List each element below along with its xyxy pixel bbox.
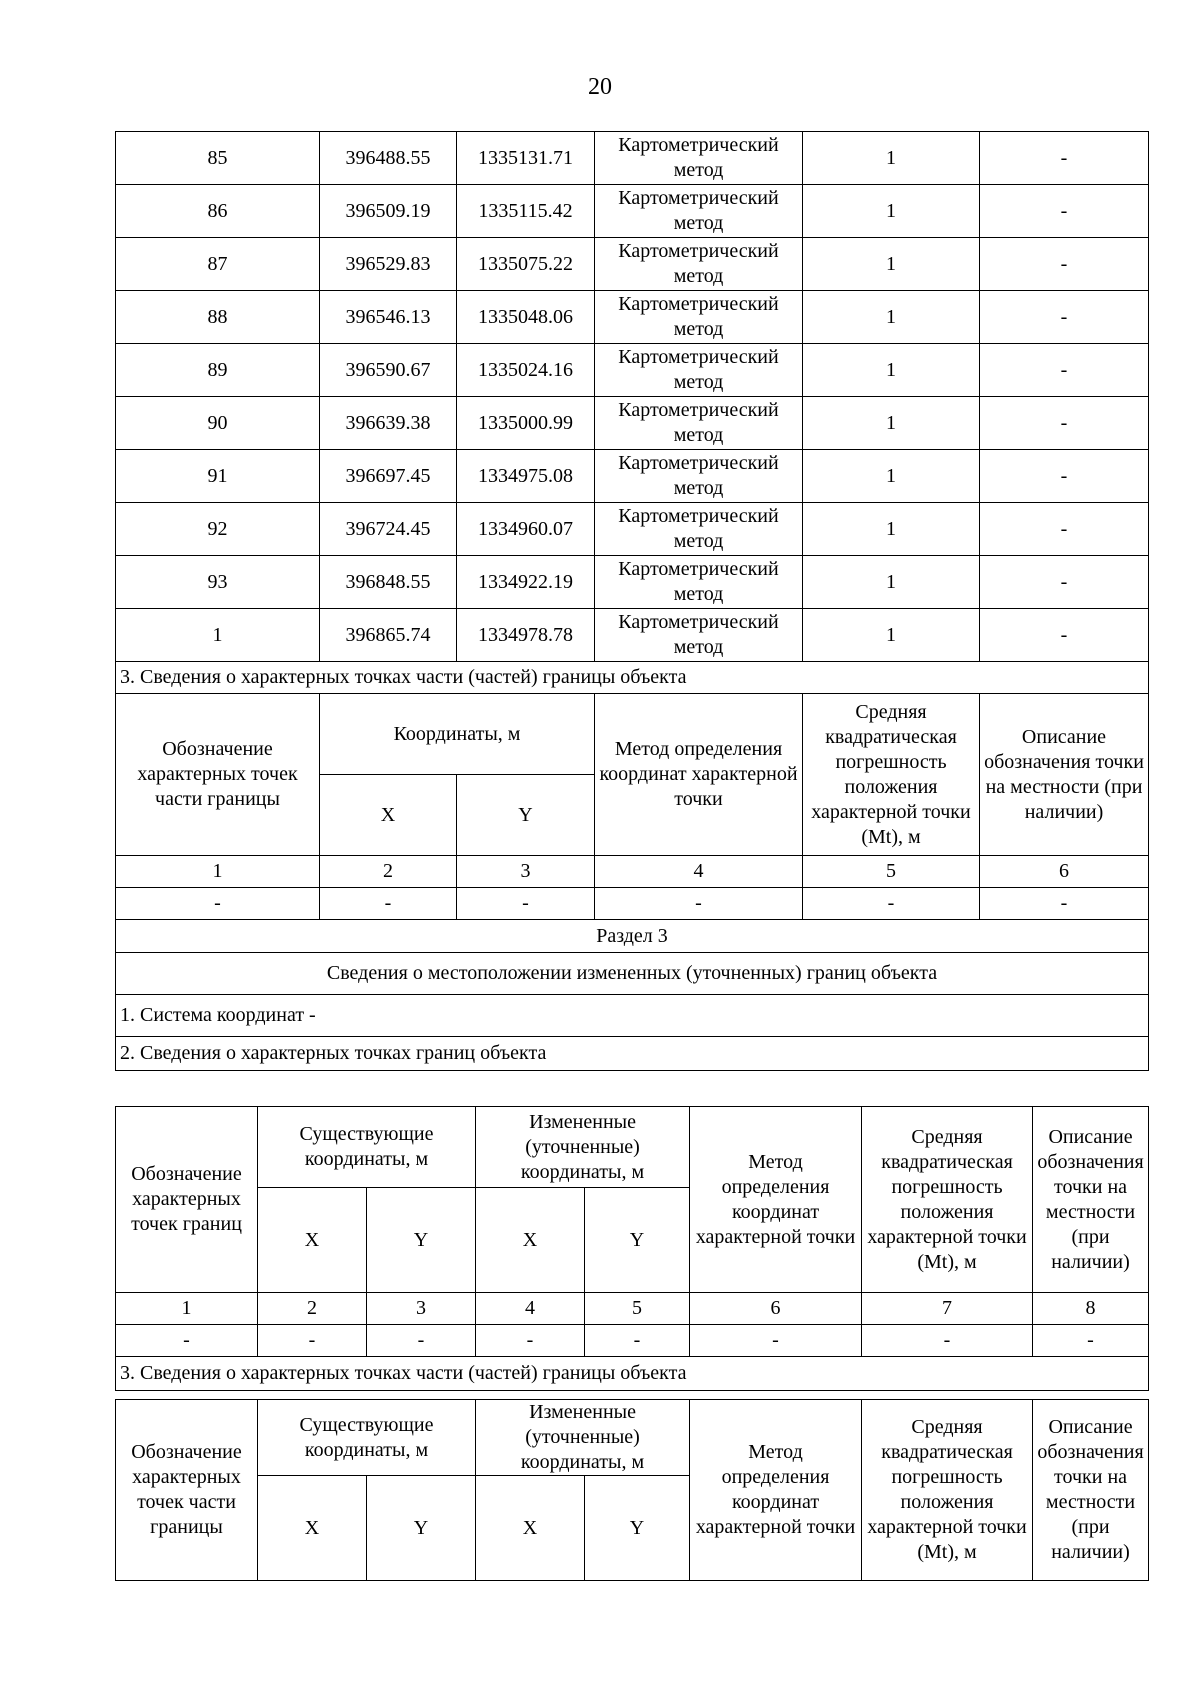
point-desc: - [980, 609, 1149, 662]
empty-cell: - [457, 888, 595, 920]
point-id: 89 [116, 344, 320, 397]
point-y: 1334978.78 [457, 609, 595, 662]
empty-cell: - [258, 1325, 367, 1357]
header-method: Метод определения координат характерной точки [690, 1107, 862, 1293]
part3-title-row [116, 1357, 1149, 1391]
point-row [116, 185, 1149, 238]
empty-cell: - [585, 1325, 690, 1357]
col-num: 6 [690, 1293, 862, 1325]
point-method: Картометрический метод [595, 609, 803, 662]
point-x: 396546.13 [320, 291, 457, 344]
header-changed-x: X [476, 1476, 585, 1581]
point-x: 396848.55 [320, 556, 457, 609]
col-num: 3 [367, 1293, 476, 1325]
empty-cell: - [476, 1325, 585, 1357]
point-y: 1335048.06 [457, 291, 595, 344]
empty-cell: - [690, 1325, 862, 1357]
header-existing-y: Y [367, 1188, 476, 1293]
empty-cell: - [595, 888, 803, 920]
section3-title: Раздел 3 [116, 920, 1149, 953]
point-y: 1335024.16 [457, 344, 595, 397]
point-id: 90 [116, 397, 320, 450]
point-x: 396697.45 [320, 450, 457, 503]
point-mt: 1 [803, 556, 980, 609]
points-table [115, 131, 1149, 1071]
header-method: Метод определения координат характерной точки [690, 1400, 862, 1581]
point-desc: - [980, 556, 1149, 609]
point-method: Картометрический метод [595, 238, 803, 291]
header-existing-y: Y [367, 1476, 476, 1581]
empty-cell: - [862, 1325, 1033, 1357]
col-num: 7 [862, 1293, 1033, 1325]
header-existing: Существующие координаты, м [258, 1400, 476, 1476]
section-part3-title: 3. Сведения о характерных точках части (частей) границы объекта [116, 662, 1149, 694]
section3-part2-table [115, 1106, 1149, 1391]
point-method: Картометрический метод [595, 556, 803, 609]
header-y: Y [457, 775, 595, 856]
col-num: 6 [980, 856, 1149, 888]
column-numbers-row [116, 1293, 1149, 1325]
header-row [116, 1107, 1149, 1188]
point-mt: 1 [803, 344, 980, 397]
point-desc: - [980, 344, 1149, 397]
header-changed: Измененные (уточненные) координаты, м [476, 1400, 690, 1476]
section3-subtitle-row [116, 953, 1149, 995]
col-num: 3 [457, 856, 595, 888]
point-id: 86 [116, 185, 320, 238]
empty-row [116, 888, 1149, 920]
point-x: 396865.74 [320, 609, 457, 662]
header-method: Метод определения координат характерной точки [595, 694, 803, 856]
point-mt: 1 [803, 238, 980, 291]
column-numbers-row [116, 856, 1149, 888]
empty-row [116, 1325, 1149, 1357]
col-num: 8 [1033, 1293, 1149, 1325]
col-num: 5 [585, 1293, 690, 1325]
header-changed: Измененные (уточненные) координаты, м [476, 1107, 690, 1188]
empty-cell: - [367, 1325, 476, 1357]
page-number: 20 [588, 74, 612, 100]
col-num: 4 [476, 1293, 585, 1325]
header-designation: Обозначение характерных точек границ [116, 1107, 258, 1293]
point-id: 92 [116, 503, 320, 556]
section3-subtitle: Сведения о местоположении измененных (уточненных) границ объекта [116, 953, 1149, 995]
section3-title-row [116, 920, 1149, 953]
header-coords: Координаты, м [320, 694, 595, 775]
point-desc: - [980, 450, 1149, 503]
point-mt: 1 [803, 397, 980, 450]
header-desc: Описание обозначения точки на местности (при наличии) [980, 694, 1149, 856]
point-y: 1334922.19 [457, 556, 595, 609]
point-method: Картометрический метод [595, 291, 803, 344]
header-existing-x: X [258, 1476, 367, 1581]
header-designation: Обозначение характерных точек части границы [116, 694, 320, 856]
point-y: 1335000.99 [457, 397, 595, 450]
point-x: 396590.67 [320, 344, 457, 397]
header-desc: Описание обозначения точки на местности (при наличии) [1033, 1400, 1149, 1581]
header-desc: Описание обозначения точки на местности (при наличии) [1033, 1107, 1149, 1293]
point-mt: 1 [803, 503, 980, 556]
point-row [116, 344, 1149, 397]
point-desc: - [980, 238, 1149, 291]
coord-system-row [116, 995, 1149, 1037]
point-id: 88 [116, 291, 320, 344]
point-y: 1334975.08 [457, 450, 595, 503]
point-id: 93 [116, 556, 320, 609]
point-x: 396529.83 [320, 238, 457, 291]
part2-title: 2. Сведения о характерных точках границ объекта [116, 1037, 1149, 1071]
header-mt: Средняя квадратическая погрешность положения характерной точки (Mt), м [862, 1107, 1033, 1293]
header-row [116, 694, 1149, 775]
point-method: Картометрический метод [595, 185, 803, 238]
point-row [116, 397, 1149, 450]
point-mt: 1 [803, 185, 980, 238]
point-y: 1334960.07 [457, 503, 595, 556]
point-row [116, 609, 1149, 662]
col-num: 5 [803, 856, 980, 888]
col-num: 4 [595, 856, 803, 888]
header-changed-x: X [476, 1188, 585, 1293]
point-desc: - [980, 397, 1149, 450]
empty-cell: - [980, 888, 1149, 920]
point-y: 1335131.71 [457, 132, 595, 185]
point-desc: - [980, 185, 1149, 238]
point-mt: 1 [803, 450, 980, 503]
point-x: 396724.45 [320, 503, 457, 556]
point-row [116, 556, 1149, 609]
part3-title: 3. Сведения о характерных точках части (частей) границы объекта [116, 1357, 1149, 1391]
point-id: 87 [116, 238, 320, 291]
empty-cell: - [320, 888, 457, 920]
point-id: 1 [116, 609, 320, 662]
empty-cell: - [803, 888, 980, 920]
point-mt: 1 [803, 609, 980, 662]
part2-title-row [116, 1037, 1149, 1071]
point-desc: - [980, 291, 1149, 344]
header-changed-y: Y [585, 1476, 690, 1581]
header-designation: Обозначение характерных точек части границы [116, 1400, 258, 1581]
empty-cell: - [116, 1325, 258, 1357]
point-row [116, 503, 1149, 556]
section-part3-title-row [116, 662, 1149, 694]
point-row [116, 132, 1149, 185]
point-y: 1335075.22 [457, 238, 595, 291]
header-existing: Существующие координаты, м [258, 1107, 476, 1188]
coord-system: 1. Система координат - [116, 995, 1149, 1037]
header-mt: Средняя квадратическая погрешность положения характерной точки (Mt), м [803, 694, 980, 856]
point-desc: - [980, 132, 1149, 185]
point-row [116, 450, 1149, 503]
point-method: Картометрический метод [595, 450, 803, 503]
col-num: 2 [258, 1293, 367, 1325]
point-row [116, 291, 1149, 344]
header-row [116, 1400, 1149, 1476]
header-x: X [320, 775, 457, 856]
point-y: 1335115.42 [457, 185, 595, 238]
point-row [116, 238, 1149, 291]
header-changed-y: Y [585, 1188, 690, 1293]
point-mt: 1 [803, 291, 980, 344]
col-num: 1 [116, 856, 320, 888]
point-mt: 1 [803, 132, 980, 185]
empty-cell: - [116, 888, 320, 920]
point-x: 396639.38 [320, 397, 457, 450]
point-method: Картометрический метод [595, 344, 803, 397]
point-desc: - [980, 503, 1149, 556]
point-x: 396509.19 [320, 185, 457, 238]
col-num: 1 [116, 1293, 258, 1325]
section3-part3-table [115, 1399, 1149, 1581]
point-method: Картометрический метод [595, 503, 803, 556]
empty-cell: - [1033, 1325, 1149, 1357]
point-x: 396488.55 [320, 132, 457, 185]
point-method: Картометрический метод [595, 397, 803, 450]
header-existing-x: X [258, 1188, 367, 1293]
header-mt: Средняя квадратическая погрешность положения характерной точки (Mt), м [862, 1400, 1033, 1581]
col-num: 2 [320, 856, 457, 888]
point-id: 91 [116, 450, 320, 503]
point-id: 85 [116, 132, 320, 185]
point-method: Картометрический метод [595, 132, 803, 185]
